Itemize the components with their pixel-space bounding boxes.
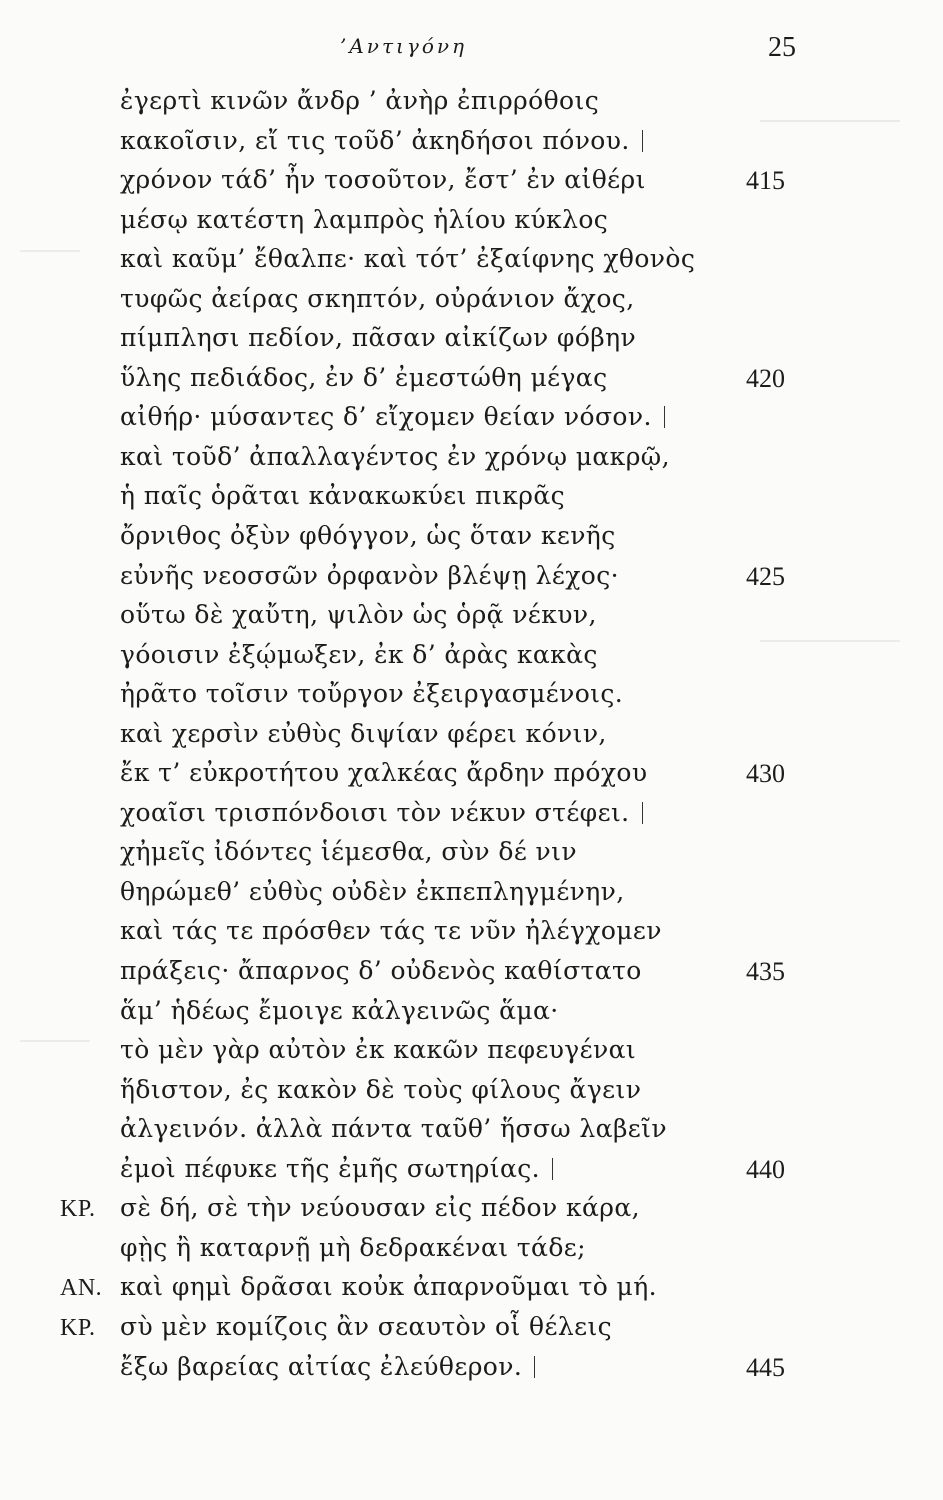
verse-text xyxy=(120,877,625,906)
verse-line xyxy=(0,596,943,636)
verse-line xyxy=(0,398,943,438)
verse-text xyxy=(120,600,597,629)
verse-text xyxy=(120,402,665,431)
verse-division-mark xyxy=(642,130,643,152)
verse-text-content: τυφῶς ἀείρας σκηπτόν, οὐράνιον ἄχος, xyxy=(120,283,635,313)
verse-text-content: ἅμ’ ἡδέως ἔμοιγε κἀλγεινῶς ἅμα· xyxy=(120,995,559,1025)
verse-line xyxy=(0,1308,943,1348)
verse-text-content: καὶ φημὶ δρᾶσαι κοὐκ ἀπαρνοῦμαι τὸ μή. xyxy=(120,1272,657,1302)
verse-text-content: ἔξω βαρείας αἰτίας ἐλεύθερον. xyxy=(120,1351,523,1381)
verse-text xyxy=(120,1075,641,1104)
verse-line xyxy=(0,557,943,597)
verse-line xyxy=(0,1110,943,1150)
verse-line xyxy=(0,122,943,162)
verse-text xyxy=(120,1035,636,1064)
verse-text-content: αἰθήρ· μύσαντες δ’ εἴχομεν θείαν νόσον. xyxy=(120,402,652,432)
verse-text-content: πράξεις· ἄπαρνος δ’ οὐδενὸς καθίστατο xyxy=(120,956,642,986)
verse-line xyxy=(0,952,943,992)
line-number: 440 xyxy=(746,1154,785,1184)
verse-text xyxy=(120,481,565,510)
verse-text-content: καὶ καῦμ’ ἔθαλπε· καὶ τότ’ ἐξαίφνης χθονὸς xyxy=(120,244,696,274)
verse-text-content: χοαῖσι τρισπόνδοισι τὸν νέκυν στέφει. xyxy=(120,797,630,827)
verse-line xyxy=(0,912,943,952)
verse-text xyxy=(120,679,623,708)
verse-text-content: θηρώμεθ’ εὐθὺς οὐδὲν ἐκπεπληγμένην, xyxy=(120,876,625,906)
verse-line xyxy=(0,1348,943,1388)
verse-text-content: καὶ χερσὶν εὐθὺς διψίαν φέρει κόνιν, xyxy=(120,718,607,748)
verse-line xyxy=(0,280,943,320)
verse-text xyxy=(120,205,608,234)
verse-text-content: χρόνον τάδ’ ἦν τοσοῦτον, ἔστ’ ἐν αἰθέρι xyxy=(120,165,646,195)
line-number: 445 xyxy=(746,1352,785,1382)
verse-text-content: οὕτω δὲ χαὔτη, ψιλὸν ὡς ὁρᾷ νέκυν, xyxy=(120,600,597,630)
verse-text xyxy=(120,1154,553,1183)
verse-text xyxy=(120,996,559,1025)
line-number: 430 xyxy=(746,759,785,789)
verse-text-content: γόοισιν ἐξῴμωξεν, ἐκ δ’ ἀρὰς κακὰς xyxy=(120,639,598,669)
verse-text xyxy=(120,284,635,313)
verse-text-content: ὕλης πεδιάδος, ἐν δ’ ἐμεστώθη μέγας xyxy=(120,362,608,392)
verse-text xyxy=(120,244,695,273)
verse-text xyxy=(120,956,642,985)
verse-text xyxy=(120,165,646,194)
verse-text-content: ἡ παῖς ὁρᾶται κἀνακωκύει πικρᾶς xyxy=(120,481,566,511)
verse-text xyxy=(120,640,598,669)
line-number: 415 xyxy=(746,166,785,196)
verse-text-content: σὲ δή, σὲ τὴν νεύουσαν εἰς πέδον κάρα, xyxy=(120,1193,640,1223)
verse-division-mark xyxy=(642,802,643,824)
verse-line xyxy=(0,517,943,557)
verse-line xyxy=(0,1031,943,1071)
verse-line xyxy=(0,1189,943,1229)
verse-text xyxy=(120,442,670,471)
verse-line xyxy=(0,715,943,755)
verse-line xyxy=(0,794,943,834)
verse-text-content: κακοῖσιν, εἴ τις τοῦδ’ ἀκηδήσοι πόνου. xyxy=(120,125,630,155)
verse-line xyxy=(0,1071,943,1111)
speaker-label: ΚΡ. xyxy=(60,1314,96,1341)
verse-text-content: χἠμεῖς ἰδόντες ἱέμεσθα, σὺν δέ νιν xyxy=(120,837,577,867)
verse-text xyxy=(120,916,662,945)
verse-text-content: ὄρνιθος ὀξὺν φθόγγον, ὡς ὅταν κενῆς xyxy=(120,521,616,551)
line-number: 435 xyxy=(746,957,785,987)
verse-division-mark xyxy=(552,1158,553,1180)
verse-text-content: ἀλγεινόν. ἀλλὰ πάντα ταῦθ’ ἥσσω λαβεῖν xyxy=(120,1114,667,1144)
verse-text xyxy=(120,758,647,787)
verse-text xyxy=(120,363,608,392)
verse-text xyxy=(120,719,607,748)
verse-text xyxy=(120,1352,535,1381)
verse-text xyxy=(120,1193,640,1222)
speaker-label: ΚΡ. xyxy=(60,1196,96,1223)
verse-line xyxy=(0,873,943,913)
verse-line xyxy=(0,319,943,359)
line-number: 425 xyxy=(746,561,785,591)
speaker-label: ΑΝ. xyxy=(60,1275,103,1302)
verse-line xyxy=(0,833,943,873)
verse-division-mark xyxy=(664,406,665,428)
verse-text-content: σὺ μὲν κομίζοις ἂν σεαυτὸν οἷ θέλεις xyxy=(120,1311,613,1341)
verse-text-content: ἥδιστον, ἐς κακὸν δὲ τοὺς φίλους ἄγειν xyxy=(120,1074,642,1104)
verse-text xyxy=(120,86,599,115)
verse-line xyxy=(0,636,943,676)
verse-text-content: καὶ τάς τε πρόσθεν τάς τε νῦν ἠλέγχομεν xyxy=(120,916,662,946)
verse-line xyxy=(0,201,943,241)
verse-text-content: τὸ μὲν γὰρ αὐτὸν ἐκ κακῶν πεφευγέναι xyxy=(120,1035,637,1065)
verse-text xyxy=(120,1233,586,1262)
running-head-title: ’Αντιγόνη xyxy=(340,34,467,58)
verse-text xyxy=(120,521,616,550)
verse-text-content: ἐγερτὶ κινῶν ἄνδρ ’ ἀνὴρ ἐπιρρόθοις xyxy=(120,86,600,115)
verse-text-content: καὶ τοῦδ’ ἀπαλλαγέντος ἐν χρόνῳ μακρῷ, xyxy=(120,441,670,471)
verse-text xyxy=(120,561,619,590)
verse-line xyxy=(0,438,943,478)
verse-text-content: εὐνῆς νεοσσῶν ὀρφανὸν βλέψῃ λέχος· xyxy=(120,560,619,590)
verse-text xyxy=(120,1272,657,1301)
verse-text-content: πίμπλησι πεδίον, πᾶσαν αἰκίζων φόβην xyxy=(120,323,637,353)
verse-text xyxy=(120,1114,667,1143)
verse-text xyxy=(120,798,643,827)
verse-division-mark xyxy=(534,1356,535,1378)
verse-text-content: μέσῳ κατέστη λαμπρὸς ἡλίου κύκλος xyxy=(120,204,609,234)
verse-text xyxy=(120,837,577,866)
page-number: 25 xyxy=(768,32,796,63)
verse-text-content: φῂς ἢ καταρνῇ μὴ δεδρακέναι τάδε; xyxy=(120,1232,586,1262)
verse-line xyxy=(0,992,943,1032)
verse-block xyxy=(0,82,943,1387)
verse-line xyxy=(0,477,943,517)
verse-line xyxy=(0,754,943,794)
verse-line xyxy=(0,1229,943,1269)
verse-line xyxy=(0,359,943,399)
verse-text-content: ἠρᾶτο τοῖσιν τοὔργον ἐξειργασμένοις. xyxy=(120,679,624,709)
verse-line xyxy=(0,1150,943,1190)
verse-text-content: ἐμοὶ πέφυκε τῆς ἐμῆς σωτηρίας. xyxy=(120,1153,541,1183)
verse-text xyxy=(120,1312,612,1341)
verse-text xyxy=(120,126,643,155)
verse-line xyxy=(0,1268,943,1308)
verse-line xyxy=(0,82,943,122)
verse-line xyxy=(0,161,943,201)
verse-line xyxy=(0,240,943,280)
verse-line xyxy=(0,675,943,715)
line-number: 420 xyxy=(746,363,785,393)
verse-text-content: ἔκ τ’ εὐκροτήτου χαλκέας ἄρδην πρόχου xyxy=(120,758,648,788)
verse-text xyxy=(120,323,636,352)
